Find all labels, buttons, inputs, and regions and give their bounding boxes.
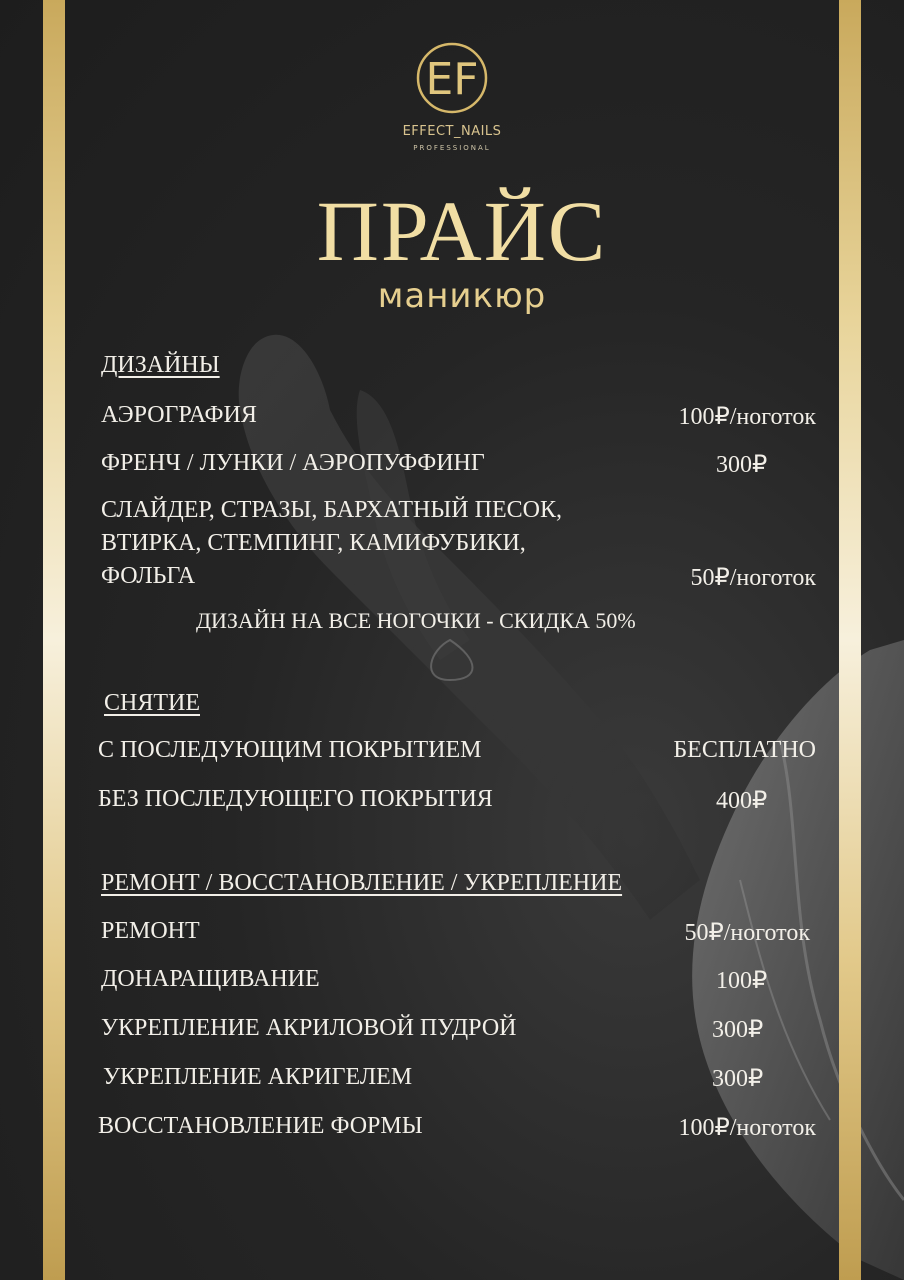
item-name: РЕМОНТ [101, 918, 200, 944]
item-name: АЭРОГРАФИЯ [101, 402, 257, 428]
item-price: 100₽/ноготок [678, 1115, 816, 1141]
item-price: 300₽ [716, 452, 768, 478]
section-heading-designs: ДИЗАЙНЫ [101, 352, 220, 378]
item-price: 50₽/ноготок [684, 920, 810, 946]
item-name-line: ВТИРКА, СТЕМПИНГ, КАМИФУБИКИ, [101, 530, 526, 556]
discount-note: ДИЗАЙН НА ВСЕ НОГОЧКИ - СКИДКА 50% [196, 608, 636, 633]
item-name: ВОССТАНОВЛЕНИЕ ФОРМЫ [98, 1113, 423, 1139]
page-subtitle: маникюр [377, 276, 547, 316]
page-title: ПРАЙС [316, 183, 608, 279]
item-name: ФРЕНЧ / ЛУНКИ / АЭРОПУФФИНГ [101, 450, 485, 476]
item-price: 100₽/ноготок [678, 404, 816, 430]
item-name: С ПОСЛЕДУЮЩИМ ПОКРЫТИЕМ [98, 737, 482, 763]
item-price: 100₽ [716, 968, 768, 994]
section-heading-repair: РЕМОНТ / ВОССТАНОВЛЕНИЕ / УКРЕПЛЕНИЕ [101, 870, 623, 896]
item-price: БЕСПЛАТНО [673, 737, 816, 763]
item-name: ДОНАРАЩИВАНИЕ [101, 966, 320, 992]
brand-tagline: PROFESSIONAL [413, 144, 491, 152]
section-heading-removal: СНЯТИЕ [104, 690, 200, 716]
item-name-line: ФОЛЬГА [101, 563, 196, 589]
item-price: 300₽ [712, 1017, 764, 1043]
item-price: 400₽ [716, 788, 768, 814]
brand-name: EFFECT_NAILS [402, 124, 502, 139]
item-name: БЕЗ ПОСЛЕДУЮЩЕГО ПОКРЫТИЯ [98, 786, 493, 812]
item-price: 300₽ [712, 1066, 764, 1092]
gold-border-right [839, 0, 861, 1280]
item-name: УКРЕПЛЕНИЕ АКРИЛОВОЙ ПУДРОЙ [101, 1015, 517, 1041]
gold-border-left [43, 0, 65, 1280]
item-name-line: СЛАЙДЕР, СТРАЗЫ, БАРХАТНЫЙ ПЕСОК, [101, 497, 562, 523]
brand-logo [396, 40, 508, 158]
logo-monogram: EF [425, 54, 479, 105]
item-name: УКРЕПЛЕНИЕ АКРИГЕЛЕМ [103, 1064, 413, 1090]
item-price: 50₽/ноготок [690, 565, 816, 591]
